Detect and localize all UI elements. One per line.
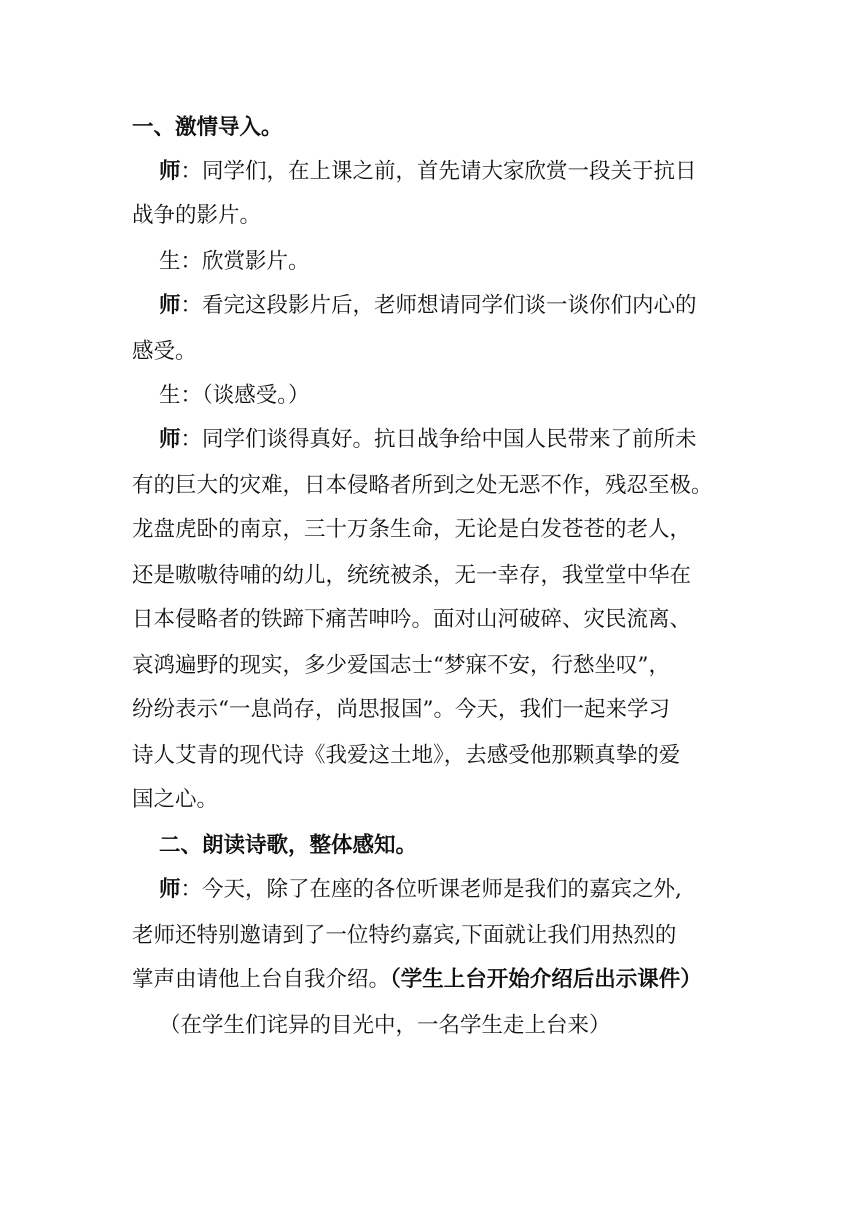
speaker-label: 师 — [159, 293, 181, 318]
paragraph-text: ：同学们，在上课之前，首先请大家欣赏一段关于抗日 — [180, 159, 697, 184]
paragraph-5-line-6: 哀鸿遍野的现实，多少爱国志士“梦寐不安，行愁坐叹”， — [132, 653, 670, 678]
section-heading-1: 一、激情导入。 — [132, 115, 283, 140]
paragraph-text: ：今天，除了在座的各位听课老师是我们的嘉宾之外, — [180, 877, 682, 902]
paragraph-text: 掌声由请他上台自我介绍。 — [132, 967, 391, 992]
paragraph-5-line-7: 纷纷表示“一息尚存，尚思报国”。今天，我们一起来学习 — [132, 697, 670, 722]
paragraph-7: （在学生们诧异的目光中，一名学生走上台来） — [159, 1013, 611, 1038]
paragraph-4: 生：（谈感受。） — [159, 383, 310, 408]
paragraph-5-line-9: 国之心。 — [132, 787, 219, 812]
paragraph-5-line-8: 诗人艾青的现代诗《我爱这土地》，去感受他那颗真挚的爱 — [132, 743, 681, 768]
paragraph-6-line-2: 老师还特别邀请到了一位特约嘉宾,下面就让我们用热烈的 — [132, 923, 677, 948]
speaker-label: 师 — [159, 877, 181, 902]
paragraph-1-line-2: 战争的影片。 — [132, 203, 262, 228]
paragraph-6-line-3 — [0, 960, 860, 1000]
paragraph-3-line-1 — [0, 286, 860, 326]
paragraph-5-line-4: 还是嗷嗷待哺的幼儿，统统被杀，无一幸存，我堂堂中华在 — [132, 563, 692, 588]
paragraph-3-line-2: 感受。 — [132, 339, 197, 364]
speaker-label: 师 — [159, 159, 181, 184]
paragraph-5-line-2: 有的巨大的灾难，日本侵略者所到之处无恶不作，残忍至极。 — [132, 473, 713, 498]
paragraph-1-line-1 — [0, 152, 860, 192]
section-heading-2: 二、朗读诗歌，整体感知。 — [159, 833, 418, 858]
paragraph-text: ：同学们谈得真好。抗日战争给中国人民带来了前所未 — [180, 427, 697, 452]
paragraph-5-line-5: 日本侵略者的铁蹄下痛苦呻吟。面对山河破碎、灾民流离、 — [132, 607, 692, 632]
paragraph-2: 生：欣赏影片。 — [159, 249, 310, 274]
stage-direction: （学生上台开始介绍后出示课件） — [390, 967, 702, 992]
paragraph-5-line-1 — [0, 420, 860, 460]
paragraph-5-line-3: 龙盘虎卧的南京，三十万条生命，无论是白发苍苍的老人， — [132, 517, 692, 542]
paragraph-6-line-1 — [0, 870, 860, 910]
paragraph-text: ：看完这段影片后，老师想请同学们谈一谈你们内心的 — [180, 293, 697, 318]
speaker-label: 师 — [159, 427, 181, 452]
